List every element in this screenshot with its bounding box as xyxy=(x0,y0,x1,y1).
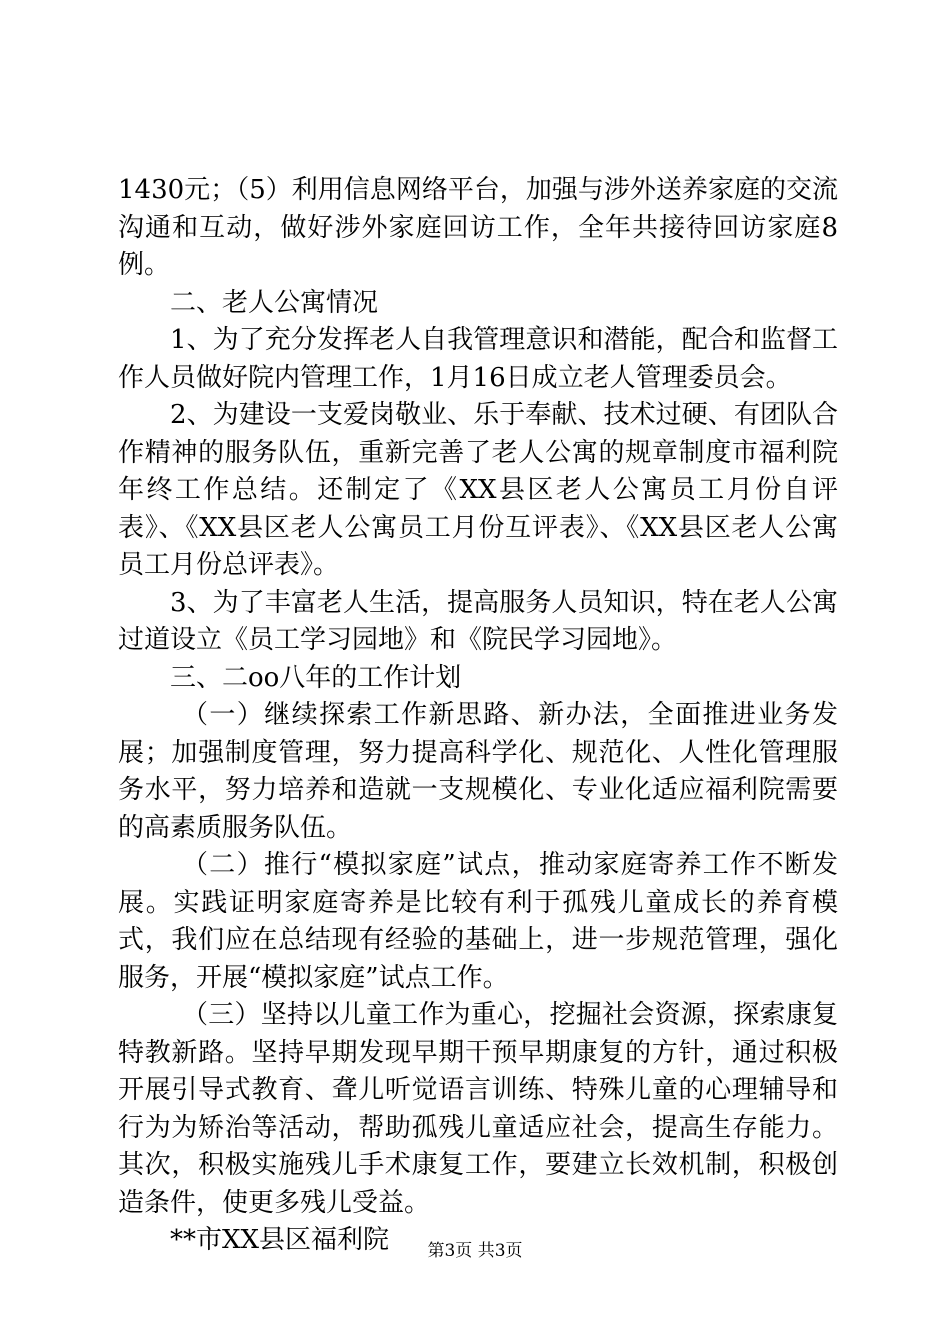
page-footer xyxy=(0,1240,950,1262)
paragraph-continuation: 1430元；（5）利用信息网络平台，加强与涉外送养家庭的交流沟通和互动，做好涉外家庭回访工作，全年共接待回访家庭8例。 xyxy=(118,175,838,280)
signature-line: **市XX县区福利院 xyxy=(170,1225,390,1255)
paragraph-item-3: 3、为了丰富老人生活，提高服务人员知识，特在老人公寓过道设立《员工学习园地》和《院民学习园地》。 xyxy=(118,587,838,655)
paragraph-plan-2: （二）推行“模拟家庭”试点，推动家庭寄养工作不断发展。实践证明家庭寄养是比较有利于孤残儿童成长的养育模式，我们应在总结现有经验的基础上，进一步规范管理，强化服务，开展“模拟家庭”试点工作。 xyxy=(118,850,838,993)
paragraph-plan-3: （三）坚持以儿童工作为重心，挖掘社会资源，探索康复特教新路。坚持早期发现早期干预早期康复的方针，通过积极开展引导式教育、聋儿听觉语言训练、特殊儿童的心理辅导和行为为矫治等活动，帮助孤残儿童适应社会，提高生存能力。其次，积极实施残儿手术康复工作，要建立长效机制，积极创造条件，使更多残儿受益。 xyxy=(118,1000,838,1218)
paragraph-item-1: 1、为了充分发挥老人自我管理意识和潜能，配合和监督工作人员做好院内管理工作，1月16日成立老人管理委员会。 xyxy=(118,325,838,393)
paragraph-plan-1: （一）继续探索工作新思路、新办法，全面推进业务发展；加强制度管理，努力提高科学化、规范化、人性化管理服务水平，努力培养和造就一支规模化、专业化适应福利院需要的高素质服务队伍。 xyxy=(118,700,838,843)
document-body xyxy=(118,172,838,1260)
section-heading-work-plan: 三、二oo八年的工作计划 xyxy=(170,662,462,693)
paragraph-item-2: 2、为建设一支爱岗敬业、乐于奉献、技术过硬、有团队合作精神的服务队伍，重新完善了老人公寓的规章制度市福利院年终工作总结。还制定了《XX县区老人公寓员工月份自评表》、《XX县区老人公寓员工月份互评表》、《XX县区老人公寓员工月份总评表》。 xyxy=(118,400,838,580)
page-number-label: 第3页 共3页 xyxy=(427,1241,523,1261)
section-heading-elderly-apartment: 二、老人公寓情况 xyxy=(170,287,379,318)
